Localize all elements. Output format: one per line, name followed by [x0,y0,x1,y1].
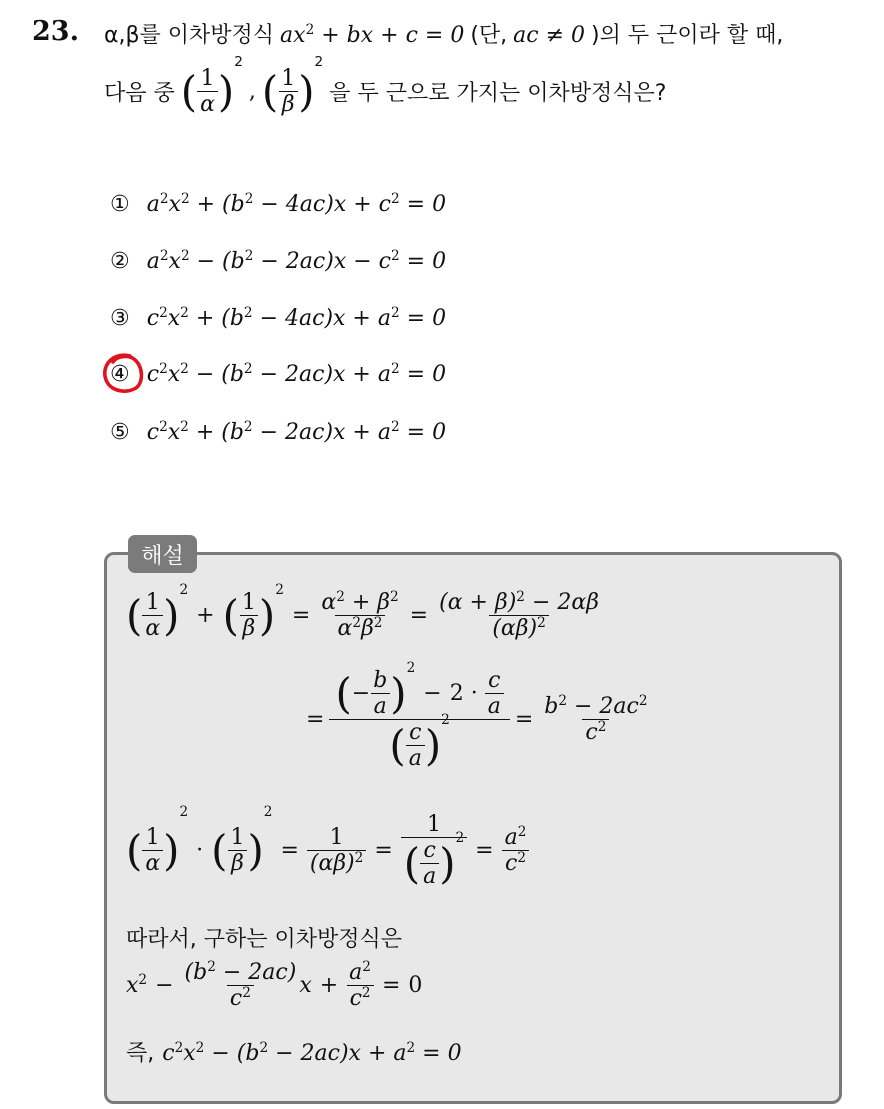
root-expression-alpha: ( $\frac{1}{\alpha}$ ) 2 [180,54,243,117]
solution-therefore-text: 따라서, 구하는 이차방정식은 [126,927,403,952]
choice-4-equation: $c^2x^2 - (b^2 - 2ac)x + a^2 = 0$ [146,360,447,387]
question-line-2-part-1: 다음 중 [104,81,175,106]
choice-2-equation: $a^2x^2 - (b^2 - 2ac)x - c^2 = 0$ [146,247,447,274]
selected-answer-circle-mark [100,350,146,396]
choice-1[interactable] [110,192,446,217]
choice-3-mark: ③ [110,306,130,331]
question-line-1-part-1: α,β를 이차방정식 [104,23,275,48]
solution-line-sum: ( $\frac{1}{\alpha}$ ) 2 + ( $\frac{1}{\beta}$ ) 2 = $\frac{\alpha^2 + \beta^2}{\alpha^2\beta^2}$ = $\frac{(\alpha + \beta)^2 - 2\alpha\beta}{(\alpha\beta)^2}$ [126,582,599,641]
solution-final-equation: $c^2x^2 - (b^2 - 2ac)x + a^2 = 0$ [162,1039,462,1066]
solution-badge: 해설 [128,535,197,573]
question-line-1 [104,18,783,49]
choice-3-equation: $c^2x^2 + (b^2 - 4ac)x + a^2 = 0$ [146,304,447,331]
solution-final-line [126,1036,462,1067]
question-line-2-part-2: 을 두 근으로 가지는 이차방정식은? [329,81,667,106]
question-line-1-part-3: )의 두 근이라 할 때, [591,23,784,48]
choice-5-equation: $c^2x^2 + (b^2 - 2ac)x + a^2 = 0$ [146,418,447,445]
choice-1-equation: $a^2x^2 + (b^2 - 4ac)x + c^2 = 0$ [146,190,447,217]
solution-line-product: ( $\frac{1}{\alpha}$ ) 2 · ( $\frac{1}{\beta}$ ) 2 = $\frac{1}{(\alpha\beta)^2}$ = 1 ( $\frac{c}{a}$ ) 2 = $\frac{a^2}{c^2}$ [126,812,529,889]
solution-final-prefix: 즉, [126,1041,155,1066]
question-number: 23. [32,16,79,47]
choice-4[interactable] [110,362,446,387]
choice-2-mark: ② [110,249,130,274]
root-expression-beta: ( $\frac{1}{\beta}$ ) 2 [261,54,324,117]
choice-4-mark: ④ [110,362,130,387]
choice-3[interactable] [110,306,446,331]
question-line-2: 다음 중 ( $\frac{1}{\alpha}$ ) 2 , ( $\frac{1}{\beta}$ ) 2 을 두 근으로 가지는 이차방정식은? [104,54,667,117]
solution-line-sum-substituted: = ( − $\frac{b}{a}$ ) 2 − 2 · $\frac{c}{a}$ ( $\frac{c}{a}$ ) 2 = $\frac{b^2 - 2ac^2}{c^2}$ [306,660,648,771]
choice-5-mark: ⑤ [110,420,130,445]
choice-5[interactable] [110,420,446,445]
choice-2[interactable] [110,249,446,274]
solution-line-equation: $x^2$ − $\frac{(b^2 - 2ac)}{c^2}$ x + $\frac{a^2}{c^2}$ = 0 [126,958,423,1011]
condition-inline: ac ≠ 0 [513,23,586,48]
choice-1-mark: ① [110,192,130,217]
question-line-1-part-2: (단, [470,23,508,48]
equation-inline: $ax^2$ + bx + c = 0 [280,21,465,48]
